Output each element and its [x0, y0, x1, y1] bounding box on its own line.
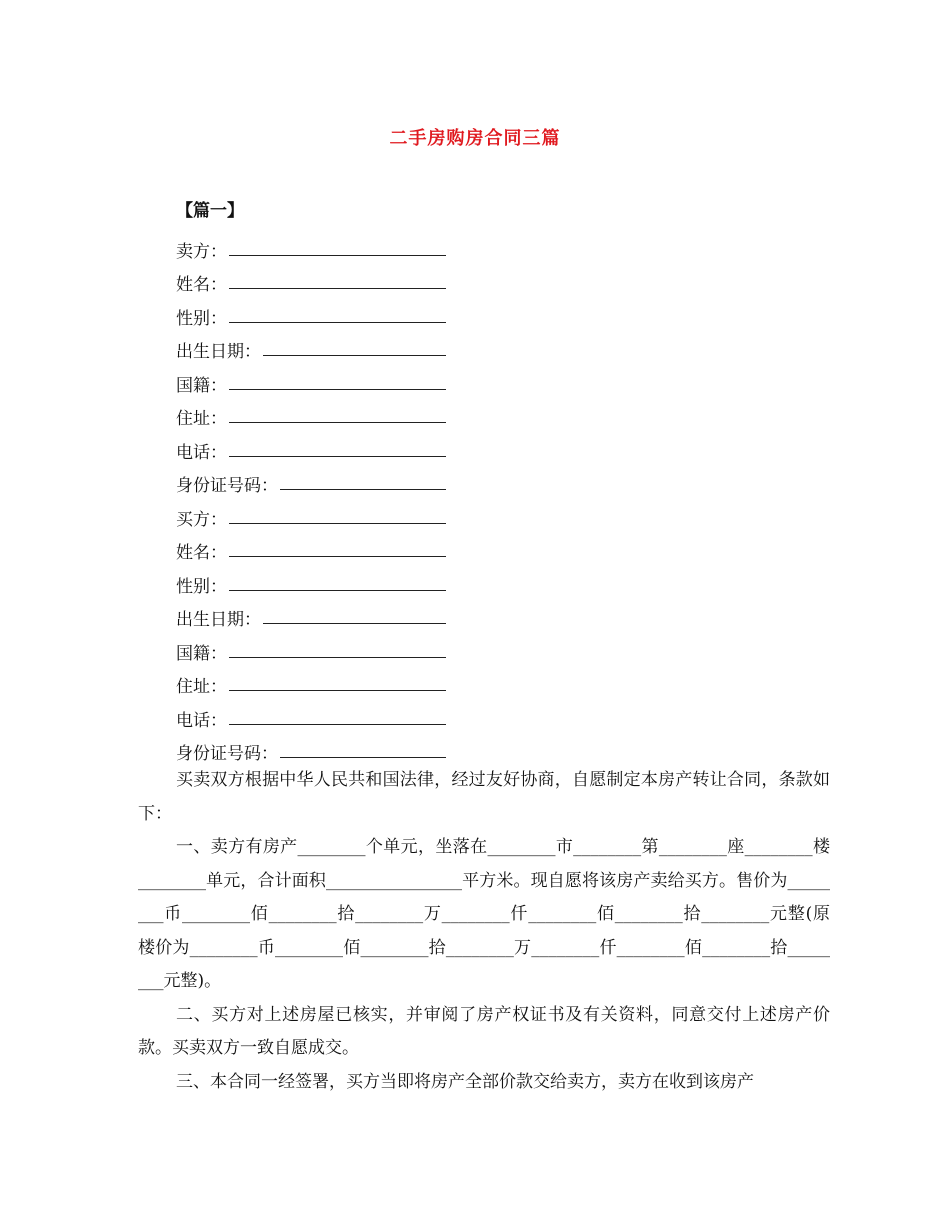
buyer-id-number-field: [176, 731, 446, 765]
party-info-fields: [176, 228, 446, 764]
buyer-nationality-field: [176, 630, 446, 664]
seller-address-field: [176, 396, 446, 430]
clause-1-paragraph: 一、卖方有房产________个单元，坐落在________市________第________座________楼________单元，合计面积________________平方米。现自愿将该房产卖给买方。售价为________币________佰________拾________万________仟________佰________拾________元整(原楼价为________币________佰________拾________万________仟________佰________拾________元整)。: [138, 837, 830, 991]
field-label: 国籍：: [176, 643, 227, 664]
fill-in-line: [229, 255, 446, 256]
contract-body: [138, 764, 830, 1099]
fill-in-line: [229, 724, 446, 725]
fill-in-line: [229, 556, 446, 557]
seller-gender-field: [176, 295, 446, 329]
seller-label-field: [176, 228, 446, 262]
section-heading: 【篇一】: [176, 201, 244, 221]
intro-paragraph: 买卖双方根据中华人民共和国法律，经过友好协商，自愿制定本房产转让合同，条款如下：: [138, 770, 830, 824]
fill-in-line: [229, 590, 446, 591]
field-label: 买方：: [176, 509, 227, 530]
field-label: 身份证号码：: [176, 476, 278, 496]
fill-in-line: [229, 523, 446, 524]
field-label: 电话：: [176, 710, 227, 731]
field-label: 出生日期：: [176, 342, 261, 362]
field-label: 性别：: [176, 308, 227, 329]
fill-in-line: [229, 690, 446, 691]
fill-in-line: [229, 322, 446, 323]
field-label: 姓名：: [176, 275, 227, 295]
seller-id-number-field: [176, 463, 446, 497]
fill-in-line: [229, 389, 446, 390]
buyer-address-field: [176, 664, 446, 698]
fill-in-line: [280, 489, 446, 490]
seller-name-field: [176, 262, 446, 296]
field-label: 性别：: [176, 576, 227, 597]
seller-phone-field: [176, 429, 446, 463]
fill-in-line: [229, 288, 446, 289]
fill-in-line: [263, 623, 446, 624]
field-label: 国籍：: [176, 375, 227, 396]
field-label: 卖方：: [176, 241, 227, 262]
buyer-birthdate-field: [176, 597, 446, 631]
fill-in-line: [229, 422, 446, 423]
clause-3-paragraph: 三、本合同一经签署，买方当即将房产全部价款交给卖方，卖方在收到该房产: [176, 1071, 754, 1092]
buyer-gender-field: [176, 563, 446, 597]
field-label: 住址：: [176, 677, 227, 697]
field-label: 电话：: [176, 442, 227, 463]
buyer-name-field: [176, 530, 446, 564]
field-label: 姓名：: [176, 543, 227, 563]
buyer-label-field: [176, 496, 446, 530]
clause-2-paragraph: 二、买方对上述房屋已核实，并审阅了房产权证书及有关资料，同意交付上述房产价款。买卖双方一致自愿成交。: [138, 1004, 830, 1058]
fill-in-line: [280, 757, 446, 758]
seller-nationality-field: [176, 362, 446, 396]
fill-in-line: [229, 657, 446, 658]
fill-in-line: [263, 355, 446, 356]
field-label: 出生日期：: [176, 610, 261, 630]
seller-birthdate-field: [176, 329, 446, 363]
document-title: 二手房购房合同三篇: [389, 128, 561, 149]
fill-in-line: [229, 456, 446, 457]
field-label: 住址：: [176, 409, 227, 429]
buyer-phone-field: [176, 697, 446, 731]
field-label: 身份证号码：: [176, 744, 278, 764]
